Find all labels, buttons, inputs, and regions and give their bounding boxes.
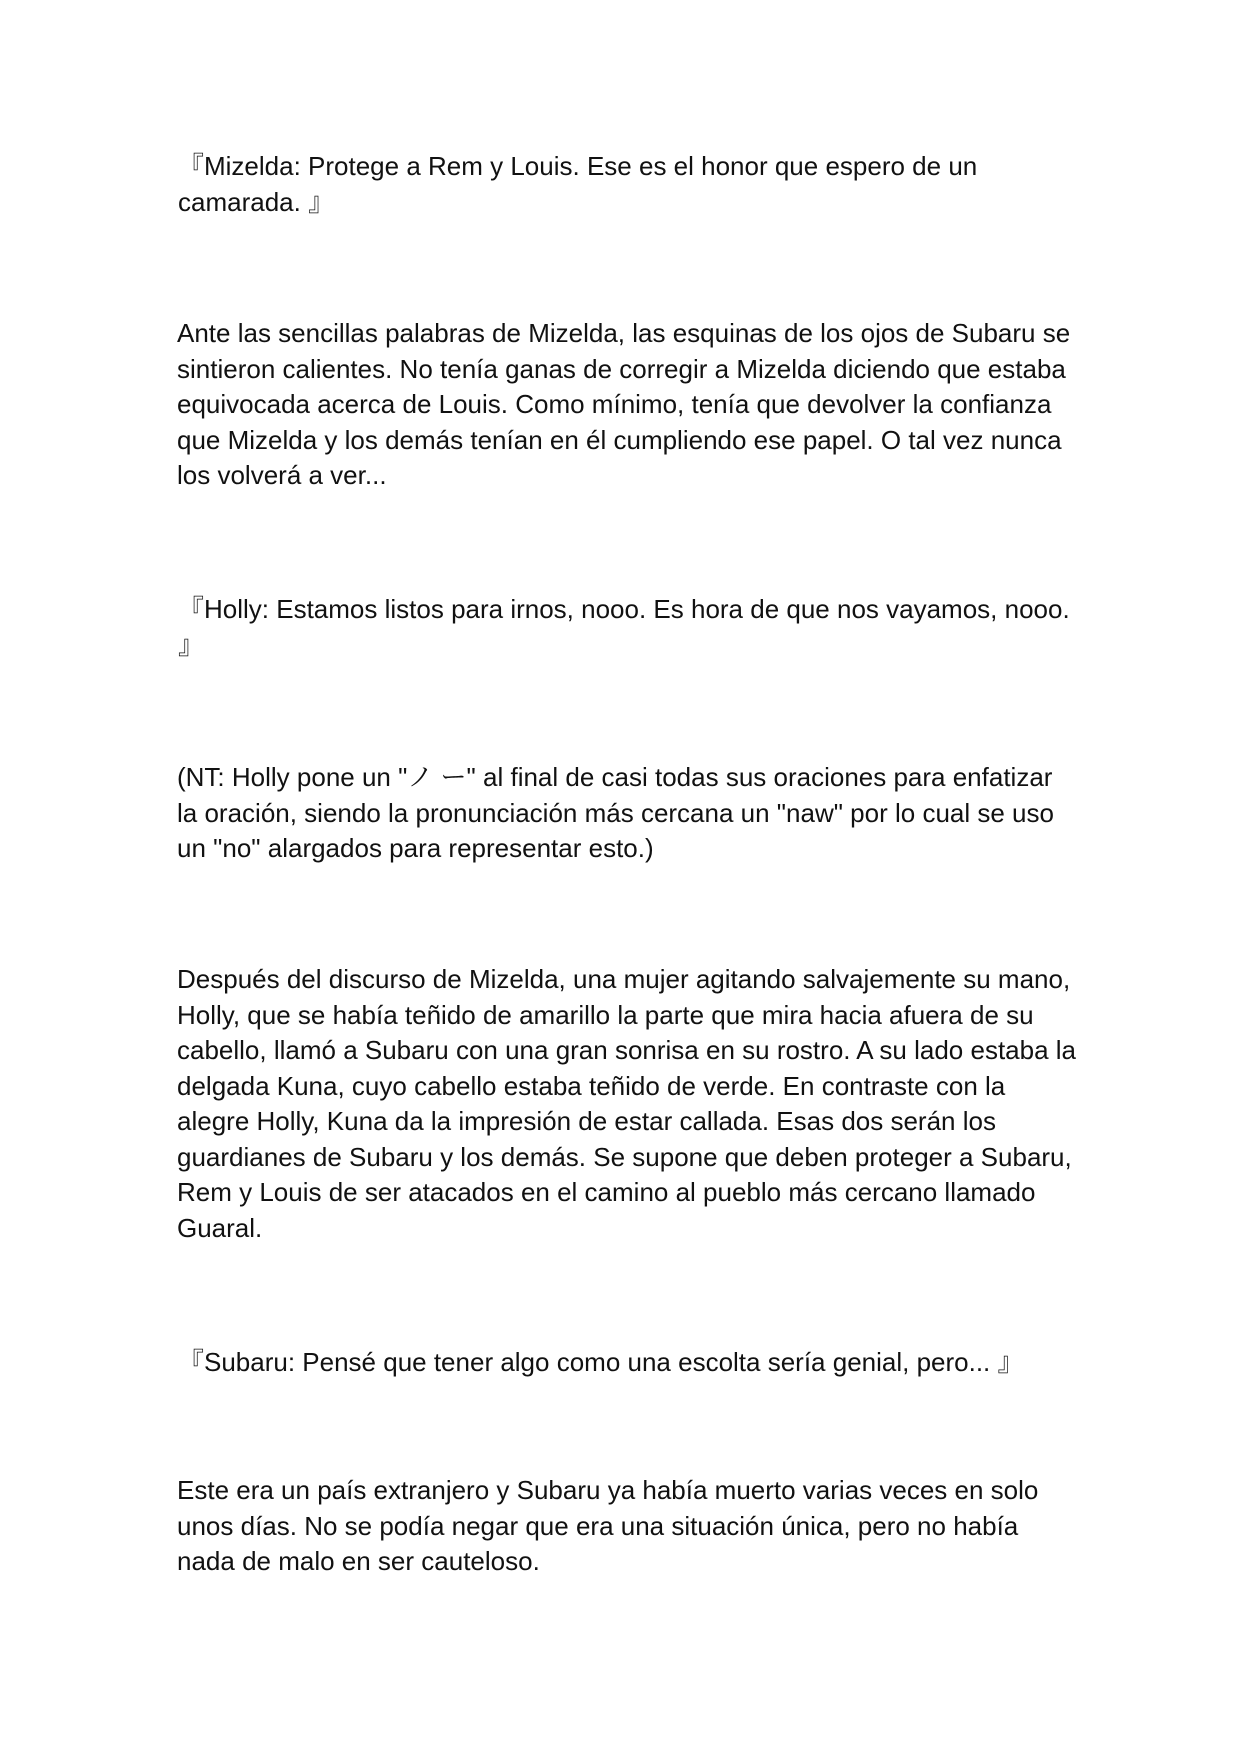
dialogue-holly: 『Holly: Estamos listos para irnos, nooo. Es hora de que nos vayamos, nooo. 』 bbox=[178, 594, 1070, 660]
translator-note: (NT: Holly pone un "ノ ー" al final de casi todas sus oraciones para enfatizar la oración, siendo la pronunciación más cercana un "naw" por lo cual se uso un "no" alargados para representar esto.) bbox=[177, 762, 1054, 863]
dialogue-mizelda: 『Mizelda: Protege a Rem y Louis. Ese es el honor que espero de un camarada. 』 bbox=[178, 151, 978, 217]
dialogue-subaru: 『Subaru: Pensé que tener algo como una escolta sería genial, pero... 』 bbox=[178, 1347, 1024, 1377]
narration-paragraph-2: Después del discurso de Mizelda, una mujer agitando salvajemente su mano, Holly, que se había teñido de amarillo la parte que mira hacia afuera de su cabello, llamó a Subaru con una gran sonrisa en su rostro. A su lado estaba la delgada Kuna, cuyo cabello estaba teñido de verde. En contraste con la alegre Holly, Kuna da la impresión de estar callada. Esas dos serán los guardianes de Subaru y los demás. Se supone que deben proteger a Subaru, Rem y Louis de ser atacados en el camino al pueblo más cercano llamado Guaral. bbox=[177, 964, 1077, 1243]
narration-paragraph-3: Este era un país extranjero y Subaru ya había muerto varias veces en solo unos días. No se podía negar que era una situación única, pero no había nada de malo en ser cauteloso. bbox=[177, 1475, 1039, 1576]
narration-paragraph-1: Ante las sencillas palabras de Mizelda, las esquinas de los ojos de Subaru se sintieron calientes. No tenía ganas de corregir a Mizelda diciendo que estaba equivocada acerca de Louis. Como mínimo, tenía que devolver la confianza que Mizelda y los demás tenían en él cumpliendo ese papel. O tal vez nunca los volverá a ver... bbox=[177, 318, 1071, 490]
